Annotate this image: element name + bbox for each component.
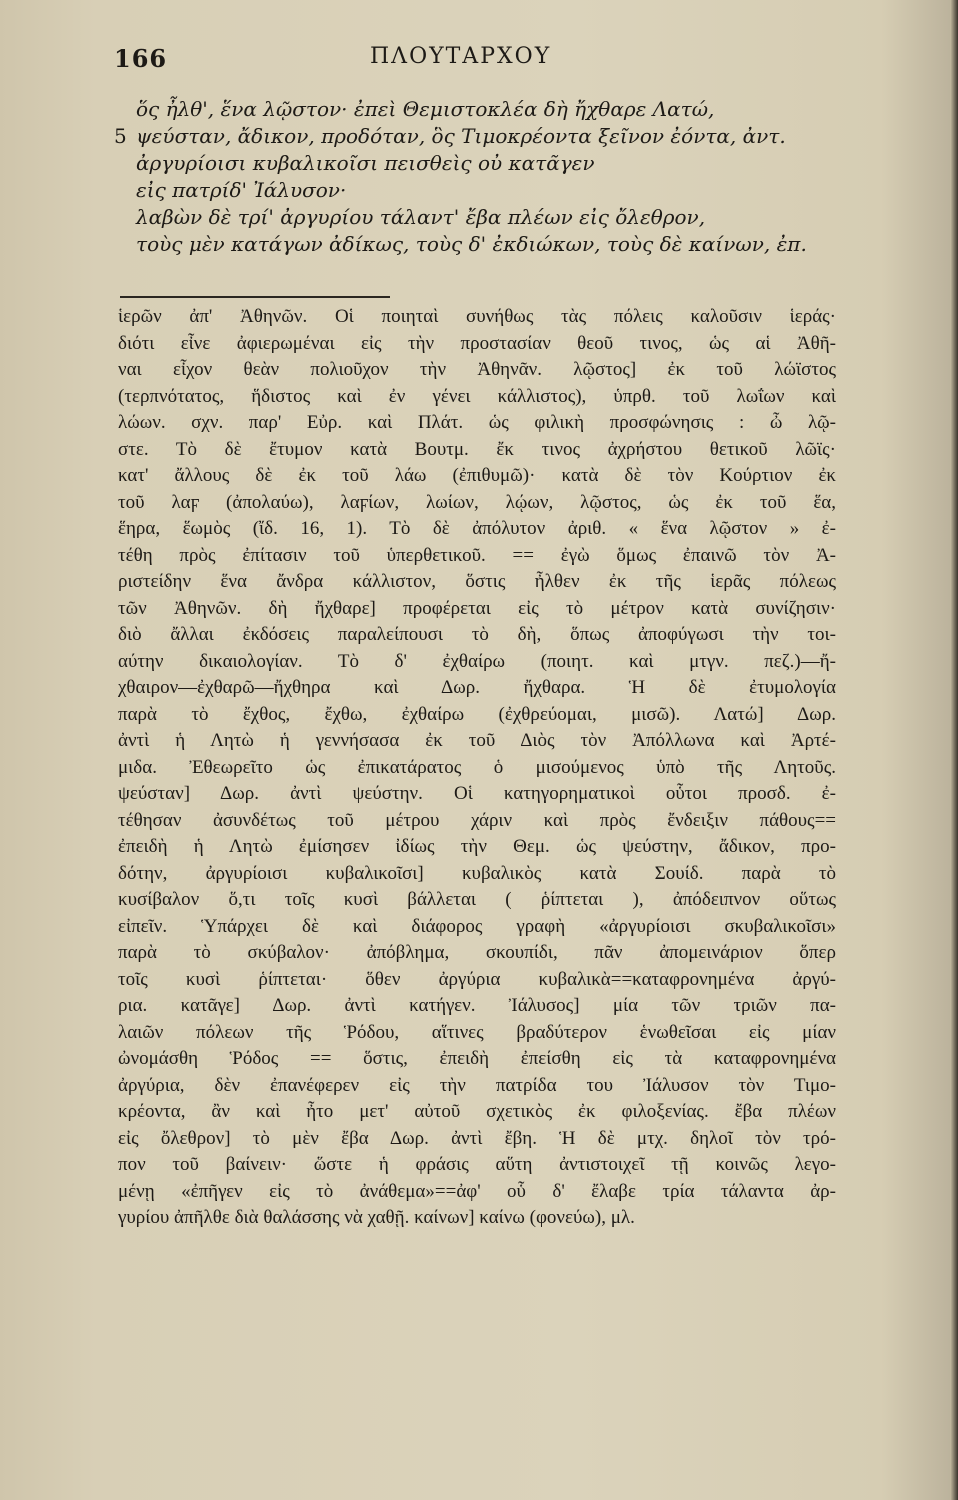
commentary-line: λώων. σχν. παρ' Εὐρ. καὶ Πλάτ. ὡς φιλικὴ προσφώνησις : ὦ λῷ- (118, 412, 836, 433)
commentary-line: τέθη πρὸς ἐπίτασιν τοῦ ὑπερθετικοῦ. == ἐγὼ ὅμως ἐπαινῶ τὸν Ἀ- (118, 544, 836, 566)
commentary-line: παρὰ τὸ ἔχθος, ἔχθω, ἐχθαίρω (ἐχθρεύομαι, μισῶ). Λατώ] Δωρ. (118, 703, 836, 725)
page-edge-shadow (950, 0, 958, 1500)
commentary-line: λαιῶν πόλεων τῆς Ῥόδου, αἵτινες βραδύτερον ἑνωθεῖσαι εἰς μίαν (118, 1021, 836, 1043)
commentary-line: διότι εἶνε ἀφιερωμέναι εἰς τὴν προστασίαν θεοῦ τινος, ὡς αἱ Ἀθῆ- (118, 332, 836, 354)
commentary-line: ἐπειδὴ ἡ Λητὼ ἐμίσησεν ἰδίως τὴν Θεμ. ὡς ψεύστην, ἄδικον, προ- (118, 836, 836, 857)
commentary-line: ριστείδην ἕνα ἄνδρα κάλλιστον, ὅστις ἦλθεν ἐκ τῆς ἱερᾶς πόλεως (118, 571, 836, 592)
footnote-rule (120, 296, 390, 298)
commentary-line: εἰπεῖν. Ὑπάρχει δὲ καὶ διάφορος γραφὴ «ἀργυρίοισι σκυβαλικοῖσι» (118, 915, 836, 937)
commentary-line: πον τοῦ βαίνειν· ὥστε ἡ φράσις αὕτη ἀντιστοιχεῖ τῇ κοινῶς λεγο- (118, 1154, 836, 1175)
verse-block (114, 96, 807, 258)
verse-line: ὅς ἦλθ', ἕνα λῷστον· ἐπεὶ Θεμιστοκλέα δὴ ἤχθαρε Λατώ, (136, 97, 715, 121)
commentary-line: ρια. κατᾶγε] Δωρ. ἀντὶ κατήγεν. Ἰάλυσος] μία τῶν τριῶν πα- (118, 995, 836, 1016)
verse-line: ἀργυρίοισι κυβαλικοῖσι πεισθεὶς οὐ κατᾶγεν (136, 151, 595, 175)
commentary-line: χθαιρον—ἐχθαρῶ—ἤχθηρα καὶ Δωρ. ἤχθαρα. Ἡ δὲ ἐτυμολογία (118, 677, 836, 698)
commentary-line: κατ' ἄλλους δὲ ἐκ τοῦ λάω (ἐπιθυμῶ)· κατὰ δὲ τὸν Κούρτιον ἐκ (118, 465, 836, 486)
commentary-line: ἱερῶν ἀπ' Ἀθηνῶν. Οἱ ποιηταὶ συνήθως τὰς πόλεις καλοῦσιν ἱεράς· (118, 306, 836, 327)
commentary-line: εἰς ὄλεθρον] τὸ μὲν ἔβα Δωρ. ἀντὶ ἔβη. Ἡ δὲ μτχ. δηλοῖ τὸν τρό- (118, 1127, 836, 1149)
commentary-line: ἀργύρια, δὲν ἐπανέφερεν εἰς τὴν πατρίδα του Ἰάλυσον τὸν Τιμο- (118, 1074, 836, 1096)
commentary-line: (τερπνότατος, ἥδιστος καὶ ἐν γένει κάλλιστος), ὑπρθ. τοῦ λωΐων καὶ (118, 385, 836, 407)
verse-line: τοὺς μὲν κατάγων ἀδίκως, τοὺς δ' ἐκδιώκων, τοὺς δὲ καίνων, ἐπ. (136, 232, 807, 256)
verse-line-text: ψεύσταν, ἄδικον, προδόταν, ὃς Τιμοκρέοντα ξεῖνον ἐόντα, ἀντ. (136, 124, 786, 148)
commentary-line: κυσίβαλον ὅ,τι τοῖς κυσὶ βάλλεται ( ῥίπτεται ), ἀπόδειπνον οὕτως (118, 889, 836, 910)
commentary-line: διὸ ἄλλαι ἐκδόσεις παραλείπουσι τὸ δὴ, ὅπως ἀποφύγωσι τὴν τοι- (118, 624, 836, 645)
commentary-line: ναι εἶχον θεὰν πολιοῦχον τὴν Ἀθηνᾶν. λῷστος] ἐκ τοῦ λώϊστος (118, 359, 836, 380)
page-number: 166 (114, 44, 168, 73)
verse-line: λαβὼν δὲ τρί' ἀργυρίου τάλαντ' ἔβα πλέων εἰς ὄλεθρον, (136, 205, 706, 229)
commentary-line: τοῖς κυσὶ ῥίπτεται· ὅθεν ἀργύρια κυβαλικὰ==καταφρονημένα ἀργύ- (118, 968, 836, 990)
commentary-line: ὠνομάσθη Ῥόδος == ὅστις, ἐπειδὴ ἐπείσθη εἰς τὰ καταφρονημένα (118, 1048, 836, 1069)
verse-line: εἰς πατρίδ' Ἰάλυσον· (136, 178, 347, 202)
commentary-block (118, 304, 836, 1232)
verse-line-number: 5 (114, 124, 127, 148)
commentary-line: ἀντὶ ἡ Λητὼ ἡ γεννήσασα ἐκ τοῦ Διὸς τὸν Ἀπόλλωνα καὶ Ἀρτέ- (118, 730, 836, 751)
commentary-line: στε. Τὸ δὲ ἔτυμον κατὰ Βουτμ. ἔκ τινος ἀχρήστου θετικοῦ λῶϊς· (118, 438, 836, 460)
commentary-line: ἕηρα, ἕωμὸς (ἴδ. 16, 1). Τὸ δὲ ἀπόλυτον ἀριθ. « ἕνα λῷστον » ἐ- (118, 518, 836, 539)
commentary-line: γυρίου ἀπῆλθε διὰ θαλάσσης νὰ χαθῇ. καίνων] καίνω (φονεύω), μλ. (118, 1207, 635, 1228)
commentary-line: μένῃ «ἐπῆγεν εἰς τὸ ἀνάθεμα»==ἀφ' οὗ δ' ἔλαβε τρία τάλαντα ἀρ- (118, 1180, 836, 1202)
commentary-line: κρέοντα, ἂν καὶ ἦτο μετ' αὐτοῦ σχετικὸς ἐκ φιλοξενίας. ἔβα πλέων (118, 1101, 836, 1122)
commentary-line: ψεύσταν] Δωρ. ἀντὶ ψεύστην. Οἱ κατηγορηματικοὶ οὗτοι προσδ. ἐ- (118, 783, 836, 804)
commentary-line: τέθησαν ἀσυνδέτως τοῦ μέτρου χάριν καὶ πρὸς ἔνδειξιν πάθους== (118, 809, 836, 831)
commentary-line: μιδα. Ἐθεωρεῖτο ὡς ἐπικατάρατος ὁ μισούμενος ὑπὸ τῆς Λητοῦς. (118, 756, 836, 778)
commentary-line: τοῦ λαϝ (ἀπολαύω), λαϝίων, λωίων, λῴων, λῷστος, ὡς ἐκ τοῦ ἕα, (118, 491, 836, 513)
commentary-line: δότην, ἀργυρίοισι κυβαλικοῖσι] κυβαλικὸς κατὰ Σουίδ. παρὰ τὸ (118, 862, 836, 884)
running-title: ΠΛΟΥΤΑΡΧΟΥ (370, 44, 552, 69)
commentary-line: αύτην δικαιολογίαν. Τὸ δ' ἐχθαίρω (ποιητ. καὶ μτγν. πεζ.)—ἤ- (118, 650, 836, 672)
commentary-line: τῶν Ἀθηνῶν. δὴ ἤχθαρε] προφέρεται εἰς τὸ μέτρον κατὰ συνίζησιν· (118, 597, 836, 619)
commentary-line: παρὰ τὸ σκύβαλον· ἀπόβλημα, σκουπίδι, πᾶν ἀπομεινάριον ὅπερ (118, 942, 836, 963)
verse-line (114, 123, 786, 150)
